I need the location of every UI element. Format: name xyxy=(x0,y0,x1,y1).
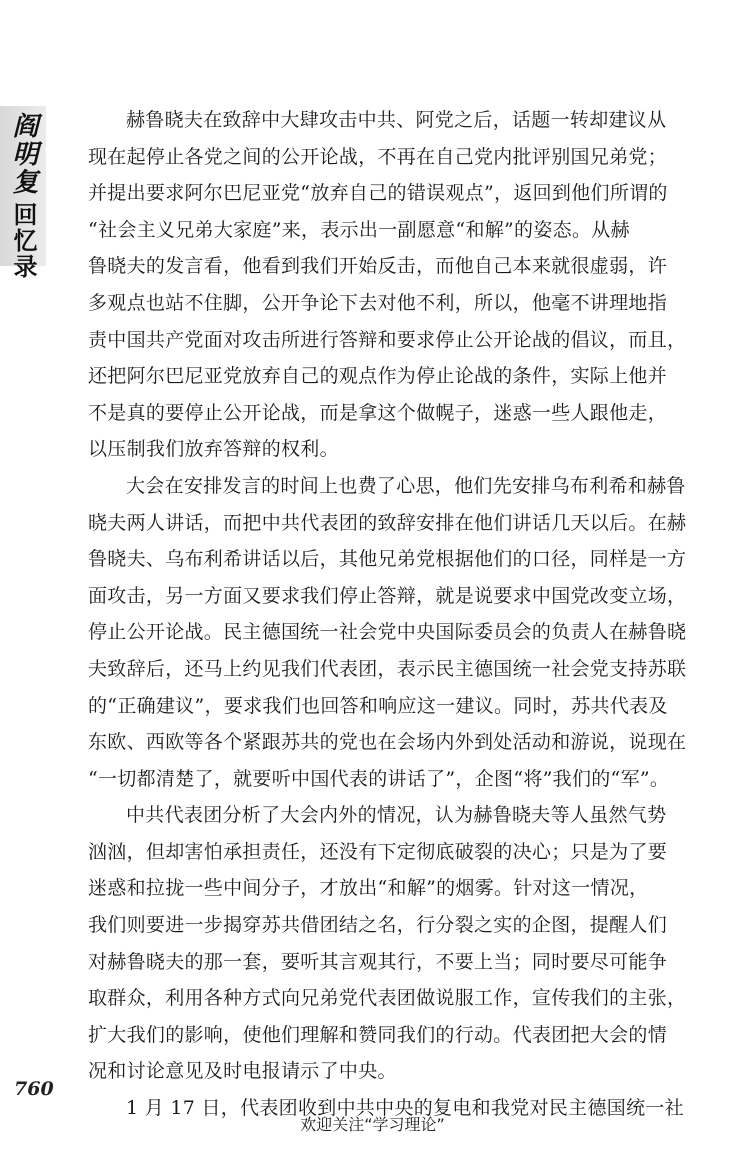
book-author-title: 阎明复 xyxy=(8,112,38,196)
page-number: 760 xyxy=(14,1078,54,1100)
paragraph-2: 大会在安排发言的时间上也费了心思，他们先安排乌布利希和赫鲁 晓夫两人讲话，而把中共代表团的致辞安排在他们讲话几天以后。在赫 鲁晓夫、乌布利希讲话以后，其他兄弟党根据他们的口径，同样是一方 面攻击，另一方面又要求我们停止答辩，就是说要求中国党改变立场， 停止公开论战。民主德国统一社会党中央国际委员会的负责人在赫鲁晓 夫致辞后，还马上约见我们代表团，表示民主德国统一社会党支持苏联 的“正确建议”，要求我们也回答和响应这一建议。同时，苏共代表及 东欧、西欧等各个紧跟苏共的党也在会场内外到处活动和游说，说现在 “一切都清楚了，就要听中国代表的讲话了”，企图“将”我们的“军”。 xyxy=(88,474,687,790)
paragraph-3: 中共代表团分析了大会内外的情况，认为赫鲁晓夫等人虽然气势 汹汹，但却害怕承担责任，还没有下定彻底破裂的决心；只是为了要 迷惑和拉拢一些中间分子，才放出“和解”的烟雾。针对这一情况， 我们则要进一步揭穿苏共借团结之名，行分裂之实的企图，提醒人们 对赫鲁晓夫的那一套，要听其言观其行，不要上当；同时要尽可能争 取群众，利用各种方式向兄弟党代表团做说服工作，宣传我们的主张， 扩大我们的影响，使他们理解和赞同我们的行动。代表团把大会的情 况和讨论意见及时电报请示了中央。 xyxy=(88,804,687,1083)
paragraph-4: 1 月 17 日，代表团收到中共中央的复电和我党对民主德国统一社 xyxy=(126,1097,684,1120)
book-subtitle: 回忆录 xyxy=(9,202,37,280)
paragraph-1: 赫鲁晓夫在致辞中大肆攻击中共、阿党之后，话题一转却建议从 现在起停止各党之间的公开论战，不再在自己党内批评别国兄弟党； 并提出要求阿尔巴尼亚党“放弃自己的错误观点”，返回到他们所谓的 “社会主义兄弟大家庭”来，表示出一副愿意“和解”的姿态。从赫 鲁晓夫的发言看，他看到我们开始反击，而他自己本来就很虚弱，许 多观点也站不住脚，公开争论下去对他不利，所以，他毫不讲理地指 责中国共产党面对攻击所进行答辩和要求停止公开论战的倡议，而且， 还把阿尔巴尼亚党放弃自己的观点作为停止论战的条件，实际上他并 不是真的要停止公开论战，而是拿这个做幌子，迷惑一些人跟他走， 以压制我们放弃答辩的权利。 xyxy=(88,109,687,461)
page-body xyxy=(88,102,700,1127)
footer-note: 欢迎关注“学习理论” xyxy=(300,1115,445,1134)
book-title-block xyxy=(4,112,42,280)
